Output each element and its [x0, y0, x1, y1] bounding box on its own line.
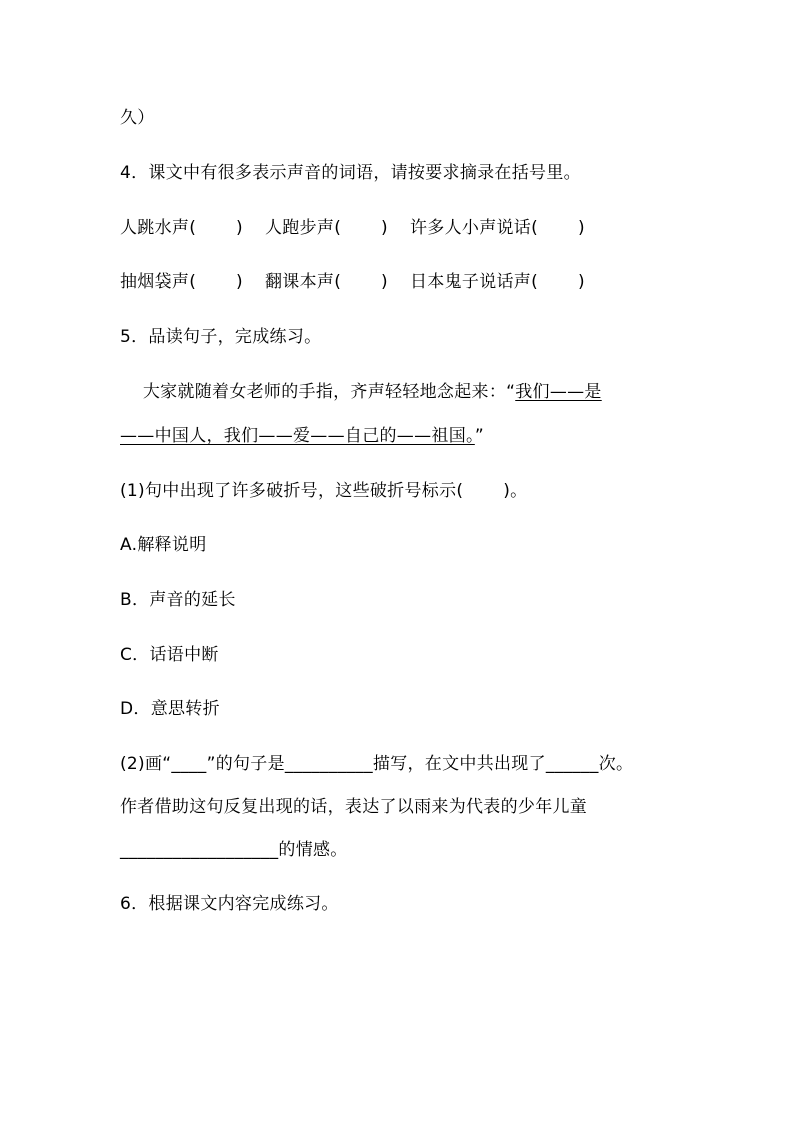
blank-page-turn-sound: 翻课本声( )	[265, 272, 388, 292]
sub-question-1: (1)句中出现了许多破折号，这些破折号标示( )。	[120, 481, 528, 501]
blank-pipe-sound: 抽烟袋声( )	[120, 272, 243, 292]
continued-text: 久）	[120, 108, 155, 128]
blank-running-sound: 人跑步声( )	[265, 218, 388, 238]
blank-soldier-talk-sound: 日本鬼子说话声( )	[410, 272, 585, 292]
passage-close-quote: ”	[474, 426, 484, 446]
question-6: 6．根据课文内容完成练习。	[120, 894, 339, 914]
sub-question-2-line-3: __________________的情感。	[120, 840, 348, 860]
passage-lead: 大家就随着女老师的手指，齐声轻轻地念起来：“	[120, 382, 516, 402]
option-c: C．话语中断	[120, 645, 219, 665]
passage-quote-part-2: ——中国人，我们——爱——自己的——祖国。	[120, 426, 475, 446]
question-4: 4．课文中有很多表示声音的词语，请按要求摘录在括号里。	[120, 163, 581, 183]
blank-diving-sound: 人跳水声( )	[120, 218, 243, 238]
sub-question-2-line-1: (2)画“____”的句子是__________描写，在文中共出现了______次。	[120, 754, 634, 774]
option-d: D．意思转折	[120, 699, 220, 719]
question-5: 5．品读句子，完成练习。	[120, 327, 322, 347]
sound-row-1	[120, 216, 585, 240]
sub-question-2-line-2: 作者借助这句反复出现的话，表达了以雨来为代表的少年儿童	[120, 797, 588, 817]
passage-line-1	[120, 380, 602, 404]
option-a: A.解释说明	[120, 535, 207, 555]
passage-quote-part-1: 我们——是	[515, 382, 602, 402]
option-b: B．声音的延长	[120, 590, 236, 610]
sound-row-2	[120, 270, 585, 294]
blank-whisper-sound: 许多人小声说话( )	[410, 218, 585, 238]
passage-line-2	[120, 424, 484, 448]
